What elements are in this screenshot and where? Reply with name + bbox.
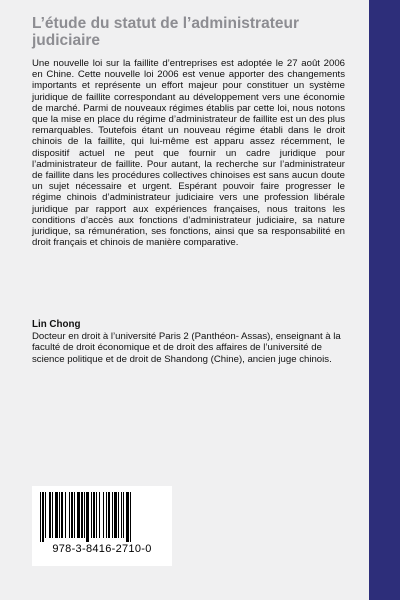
barcode-bar: [42, 492, 44, 542]
barcode-bar: [91, 492, 92, 538]
barcode-box: [32, 486, 172, 566]
barcode-bar: [77, 492, 80, 538]
barcode-icon: [40, 492, 164, 542]
author-name: Lin Chong: [32, 319, 81, 330]
barcode-bar: [81, 492, 83, 538]
barcode-bar: [84, 492, 85, 538]
barcode-bar: [65, 492, 66, 538]
barcode-bar: [121, 492, 122, 538]
barcode-bar: [103, 492, 104, 538]
book-title: L’étude du statut de l’administrateur judiciaire: [32, 15, 299, 49]
barcode-bar: [99, 492, 100, 538]
barcode-bar: [130, 492, 131, 542]
barcode-bar: [71, 492, 73, 538]
barcode-bar: [106, 492, 107, 538]
isbn-number: 978-3-8416-2710-0: [52, 543, 152, 555]
book-abstract: Une nouvelle loi sur la faillite d’entreprises est adoptée le 27 août 2006 en Chine. Cette nouvelle loi 2006 est venue apporter des changements importants et représente un effort majeur pour constituer un système juridique de faillite correspondant au développement vers une économie de marché. Parmi de nouveaux régimes établis par cette loi, nous notons que la mise en place du régime d’administrateur de faillite est un des plus remarquables. Toutefois étant un nouveau régime établi dans le droit chinois de la faillite, qui lui-même est apparu assez récemment, le dispositif actuel ne peut que fournir un cadre juridique pour l’administrateur de faillite. Pour autant, la recherche sur l’administrateur de faillite dans les procédures collectives chinoises est sans aucun doute un sujet nécessaire et urgent. Espérant pouvoir faire progresser le régime chinois d’administrateur judiciaire vers une profession libérale juridique par rapport aux expériences françaises, nous traitons les conditions d’accès aux fonctions d’administrateur judiciaire, sa nature juridique, sa rémunération, ses fonctions, ainsi que sa responsabilité en droit français et chinois de manière comparative.: [32, 58, 345, 249]
barcode-bar: [96, 492, 97, 538]
barcode-bar: [61, 492, 63, 538]
barcode-bar: [118, 492, 119, 538]
barcode-bar: [45, 492, 46, 538]
barcode-bar: [108, 492, 110, 538]
barcode-bar: [40, 492, 41, 542]
barcode-bar: [114, 492, 117, 538]
barcode-bar: [86, 492, 89, 542]
barcode-bar: [55, 492, 58, 538]
barcode-bar: [93, 492, 95, 538]
barcode-bar: [126, 492, 129, 542]
barcode-bar: [59, 492, 60, 538]
cover-text-block: [32, 16, 345, 248]
barcode-bar: [112, 492, 113, 538]
barcode-bar: [69, 492, 70, 538]
barcode-bar: [74, 492, 75, 538]
barcode-bar: [52, 492, 53, 538]
spine-bar: [369, 0, 400, 600]
barcode-bar: [49, 492, 51, 538]
barcode-bar: [123, 492, 124, 538]
author-bio: Docteur en droit à l’université Paris 2 (Panthéon- Assas), enseignant à la faculté de droit économique et de droit des affaires de l’université de science politique et de droit de Shandong (Chine), ancien juge chinois.: [32, 331, 341, 365]
